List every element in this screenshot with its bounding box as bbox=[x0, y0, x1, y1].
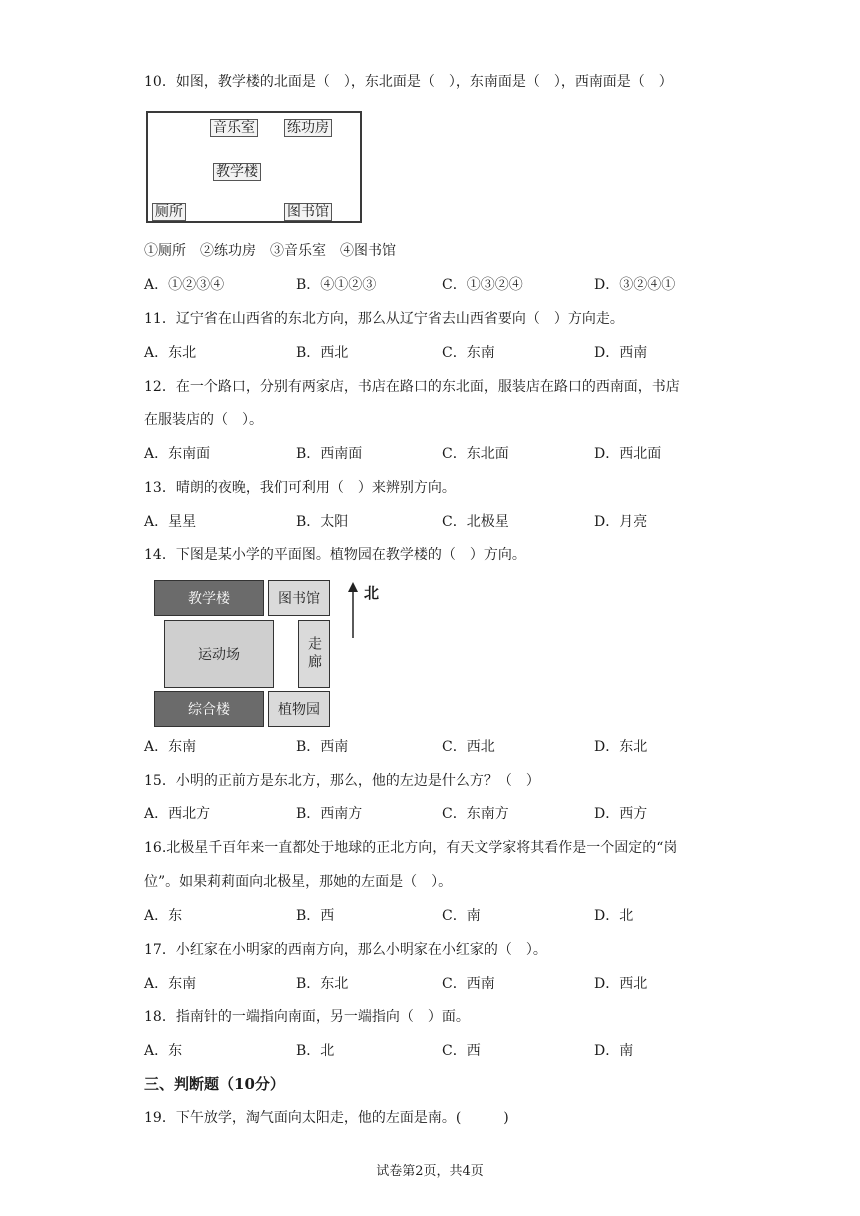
question-13-text: 13．晴朗的夜晚，我们可利用（ ）来辨别方向。 bbox=[144, 480, 456, 496]
q17-option-d[interactable]: D．西北 bbox=[594, 976, 648, 992]
q10-legend: ①厕所 ②练功房 ③音乐室 ④图书馆 bbox=[144, 243, 396, 259]
q16-option-b[interactable]: B．西 bbox=[296, 908, 335, 924]
question-16-line1: 16.北极星千百年来一直都处于地球的正北方向，有天文学家将其看作是一个固定的“岗 bbox=[144, 840, 678, 856]
question-18-text: 18．指南针的一端指向南面，另一端指向（ ）面。 bbox=[144, 1009, 470, 1025]
q17-option-c[interactable]: C．西南 bbox=[442, 976, 495, 992]
q16-option-d[interactable]: D．北 bbox=[594, 908, 634, 924]
q12-options bbox=[144, 444, 744, 464]
q11-option-a[interactable]: A．东北 bbox=[144, 345, 197, 361]
q14-plan-botanical-garden: 植物园 bbox=[268, 691, 330, 727]
q12-option-d[interactable]: D．西北面 bbox=[594, 446, 662, 462]
q13-option-a[interactable]: A．星星 bbox=[144, 514, 197, 530]
q10-option-c[interactable]: C．①③②④ bbox=[442, 277, 523, 293]
q15-option-c[interactable]: C．东南方 bbox=[442, 806, 509, 822]
question-12-line2: 在服装店的（ ）。 bbox=[144, 412, 263, 428]
q10-map-figure bbox=[146, 111, 362, 223]
north-arrow-icon bbox=[346, 582, 360, 638]
q18-option-b[interactable]: B．北 bbox=[296, 1043, 335, 1059]
page-footer: 试卷第2页，共4页 bbox=[376, 1164, 484, 1179]
q15-option-d[interactable]: D．西方 bbox=[594, 806, 648, 822]
q14-plan-teaching-building: 教学楼 bbox=[154, 580, 264, 616]
q10-map-music-room: 音乐室 bbox=[210, 119, 258, 137]
q14-option-a[interactable]: A．东南 bbox=[144, 739, 197, 755]
q16-options bbox=[144, 906, 744, 926]
q16-option-a[interactable]: A．东 bbox=[144, 908, 183, 924]
q12-option-a[interactable]: A．东南面 bbox=[144, 446, 211, 462]
q14-options bbox=[144, 737, 744, 757]
q15-options bbox=[144, 804, 744, 824]
q14-plan-corridor: 走廊 bbox=[298, 620, 330, 688]
q14-plan-library: 图书馆 bbox=[268, 580, 330, 616]
q15-option-b[interactable]: B．西南方 bbox=[296, 806, 363, 822]
question-19-text: 19．下午放学，淘气面向太阳走，他的左面是南。( ) bbox=[144, 1110, 509, 1126]
q14-north-label: 北 bbox=[364, 584, 380, 602]
question-10-text: 10．如图，教学楼的北面是（ ），东北面是（ ），东南面是（ ），西南面是（ ） bbox=[144, 74, 673, 90]
q13-option-b[interactable]: B．太阳 bbox=[296, 514, 349, 530]
q10-map-library: 图书馆 bbox=[284, 203, 332, 221]
q11-option-d[interactable]: D．西南 bbox=[594, 345, 648, 361]
question-16-line2: 位”。如果莉莉面向北极星，那她的左面是（ ）。 bbox=[144, 874, 453, 890]
q14-plan-sports-field: 运动场 bbox=[164, 620, 274, 688]
section-3-heading: 三、判断题（10分） bbox=[144, 1075, 285, 1093]
q12-option-b[interactable]: B．西南面 bbox=[296, 446, 363, 462]
q10-map-toilet: 厕所 bbox=[152, 203, 186, 221]
q10-option-d[interactable]: D．③②④① bbox=[594, 277, 676, 293]
q11-option-b[interactable]: B．西北 bbox=[296, 345, 349, 361]
q13-options bbox=[144, 512, 744, 532]
q10-option-b[interactable]: B．④①②③ bbox=[296, 277, 377, 293]
q11-options bbox=[144, 343, 744, 363]
q15-option-a[interactable]: A．西北方 bbox=[144, 806, 211, 822]
q18-option-d[interactable]: D．南 bbox=[594, 1043, 634, 1059]
q12-option-c[interactable]: C．东北面 bbox=[442, 446, 509, 462]
q18-option-a[interactable]: A．东 bbox=[144, 1043, 183, 1059]
q16-option-c[interactable]: C．南 bbox=[442, 908, 481, 924]
question-11-text: 11．辽宁省在山西省的东北方向，那么从辽宁省去山西省要向（ ）方向走。 bbox=[144, 311, 624, 327]
q14-plan-complex-building: 综合楼 bbox=[154, 691, 264, 727]
q14-option-b[interactable]: B．西南 bbox=[296, 739, 349, 755]
question-12-line1: 12．在一个路口，分别有两家店，书店在路口的东北面，服装店在路口的西南面，书店 bbox=[144, 379, 680, 395]
q13-option-c[interactable]: C．北极星 bbox=[442, 514, 509, 530]
question-17-text: 17．小红家在小明家的西南方向，那么小明家在小红家的（ ）。 bbox=[144, 942, 547, 958]
q17-option-b[interactable]: B．东北 bbox=[296, 976, 349, 992]
q10-map-teaching-building: 教学楼 bbox=[213, 163, 261, 181]
q10-option-a[interactable]: A．①②③④ bbox=[144, 277, 225, 293]
q18-options bbox=[144, 1041, 744, 1061]
q14-option-c[interactable]: C．西北 bbox=[442, 739, 495, 755]
q18-option-c[interactable]: C．西 bbox=[442, 1043, 481, 1059]
q11-option-c[interactable]: C．东南 bbox=[442, 345, 495, 361]
q10-options bbox=[144, 275, 744, 295]
q10-map-practice-room: 练功房 bbox=[284, 119, 332, 137]
q14-school-plan-figure bbox=[150, 578, 390, 733]
q17-option-a[interactable]: A．东南 bbox=[144, 976, 197, 992]
q14-option-d[interactable]: D．东北 bbox=[594, 739, 648, 755]
q17-options bbox=[144, 974, 744, 994]
question-14-text: 14．下图是某小学的平面图。植物园在教学楼的（ ）方向。 bbox=[144, 547, 526, 563]
question-15-text: 15．小明的正前方是东北方，那么，他的左边是什么方？（ ） bbox=[144, 773, 540, 789]
q13-option-d[interactable]: D．月亮 bbox=[594, 514, 648, 530]
